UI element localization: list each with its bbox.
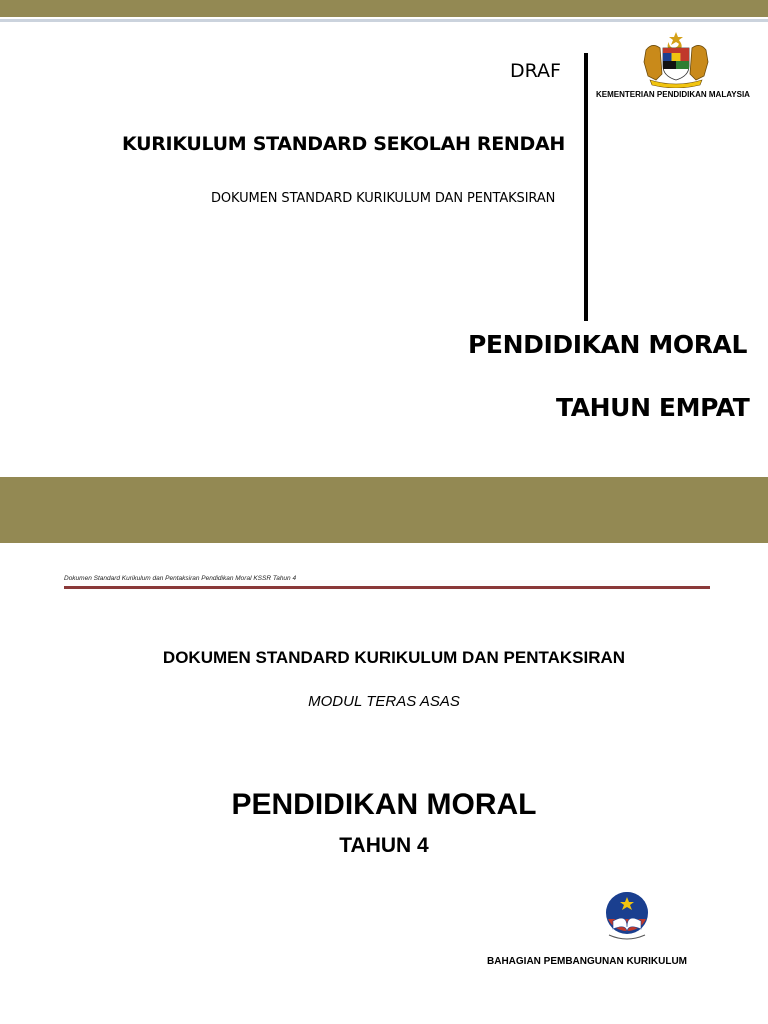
module-label: MODUL TERAS ASAS	[308, 693, 460, 710]
vertical-divider	[584, 53, 588, 321]
malaysia-coat-of-arms-icon	[636, 30, 716, 88]
cover-subject-title: PENDIDIKAN MORAL	[468, 330, 748, 359]
top-band-underline	[0, 19, 768, 22]
ministry-name: KEMENTERIAN PENDIDIKAN MALAYSIA	[596, 90, 750, 99]
document-subtitle: DOKUMEN STANDARD KURIKULUM DAN PENTAKSIRAN	[211, 191, 556, 206]
bottom-decorative-band	[0, 477, 768, 543]
running-header: Dokumen Standard Kurikulum dan Pentaksiran Pendidikan Moral KSSR Tahun 4	[64, 575, 297, 582]
division-name: BAHAGIAN PEMBANGUNAN KURIKULUM	[487, 956, 687, 967]
cover-year-title: TAHUN EMPAT	[556, 393, 750, 422]
page2-subject-title: PENDIDIKAN MORAL	[231, 788, 537, 821]
top-decorative-band	[0, 0, 768, 17]
bpk-logo-icon	[603, 891, 651, 941]
header-rule	[64, 586, 710, 589]
page2-year-title: TAHUN 4	[339, 834, 429, 857]
document-heading: DOKUMEN STANDARD KURIKULUM DAN PENTAKSIRAN	[162, 648, 626, 667]
curriculum-title: KURIKULUM STANDARD SEKOLAH RENDAH	[122, 133, 565, 155]
draft-label: DRAF	[510, 60, 561, 82]
